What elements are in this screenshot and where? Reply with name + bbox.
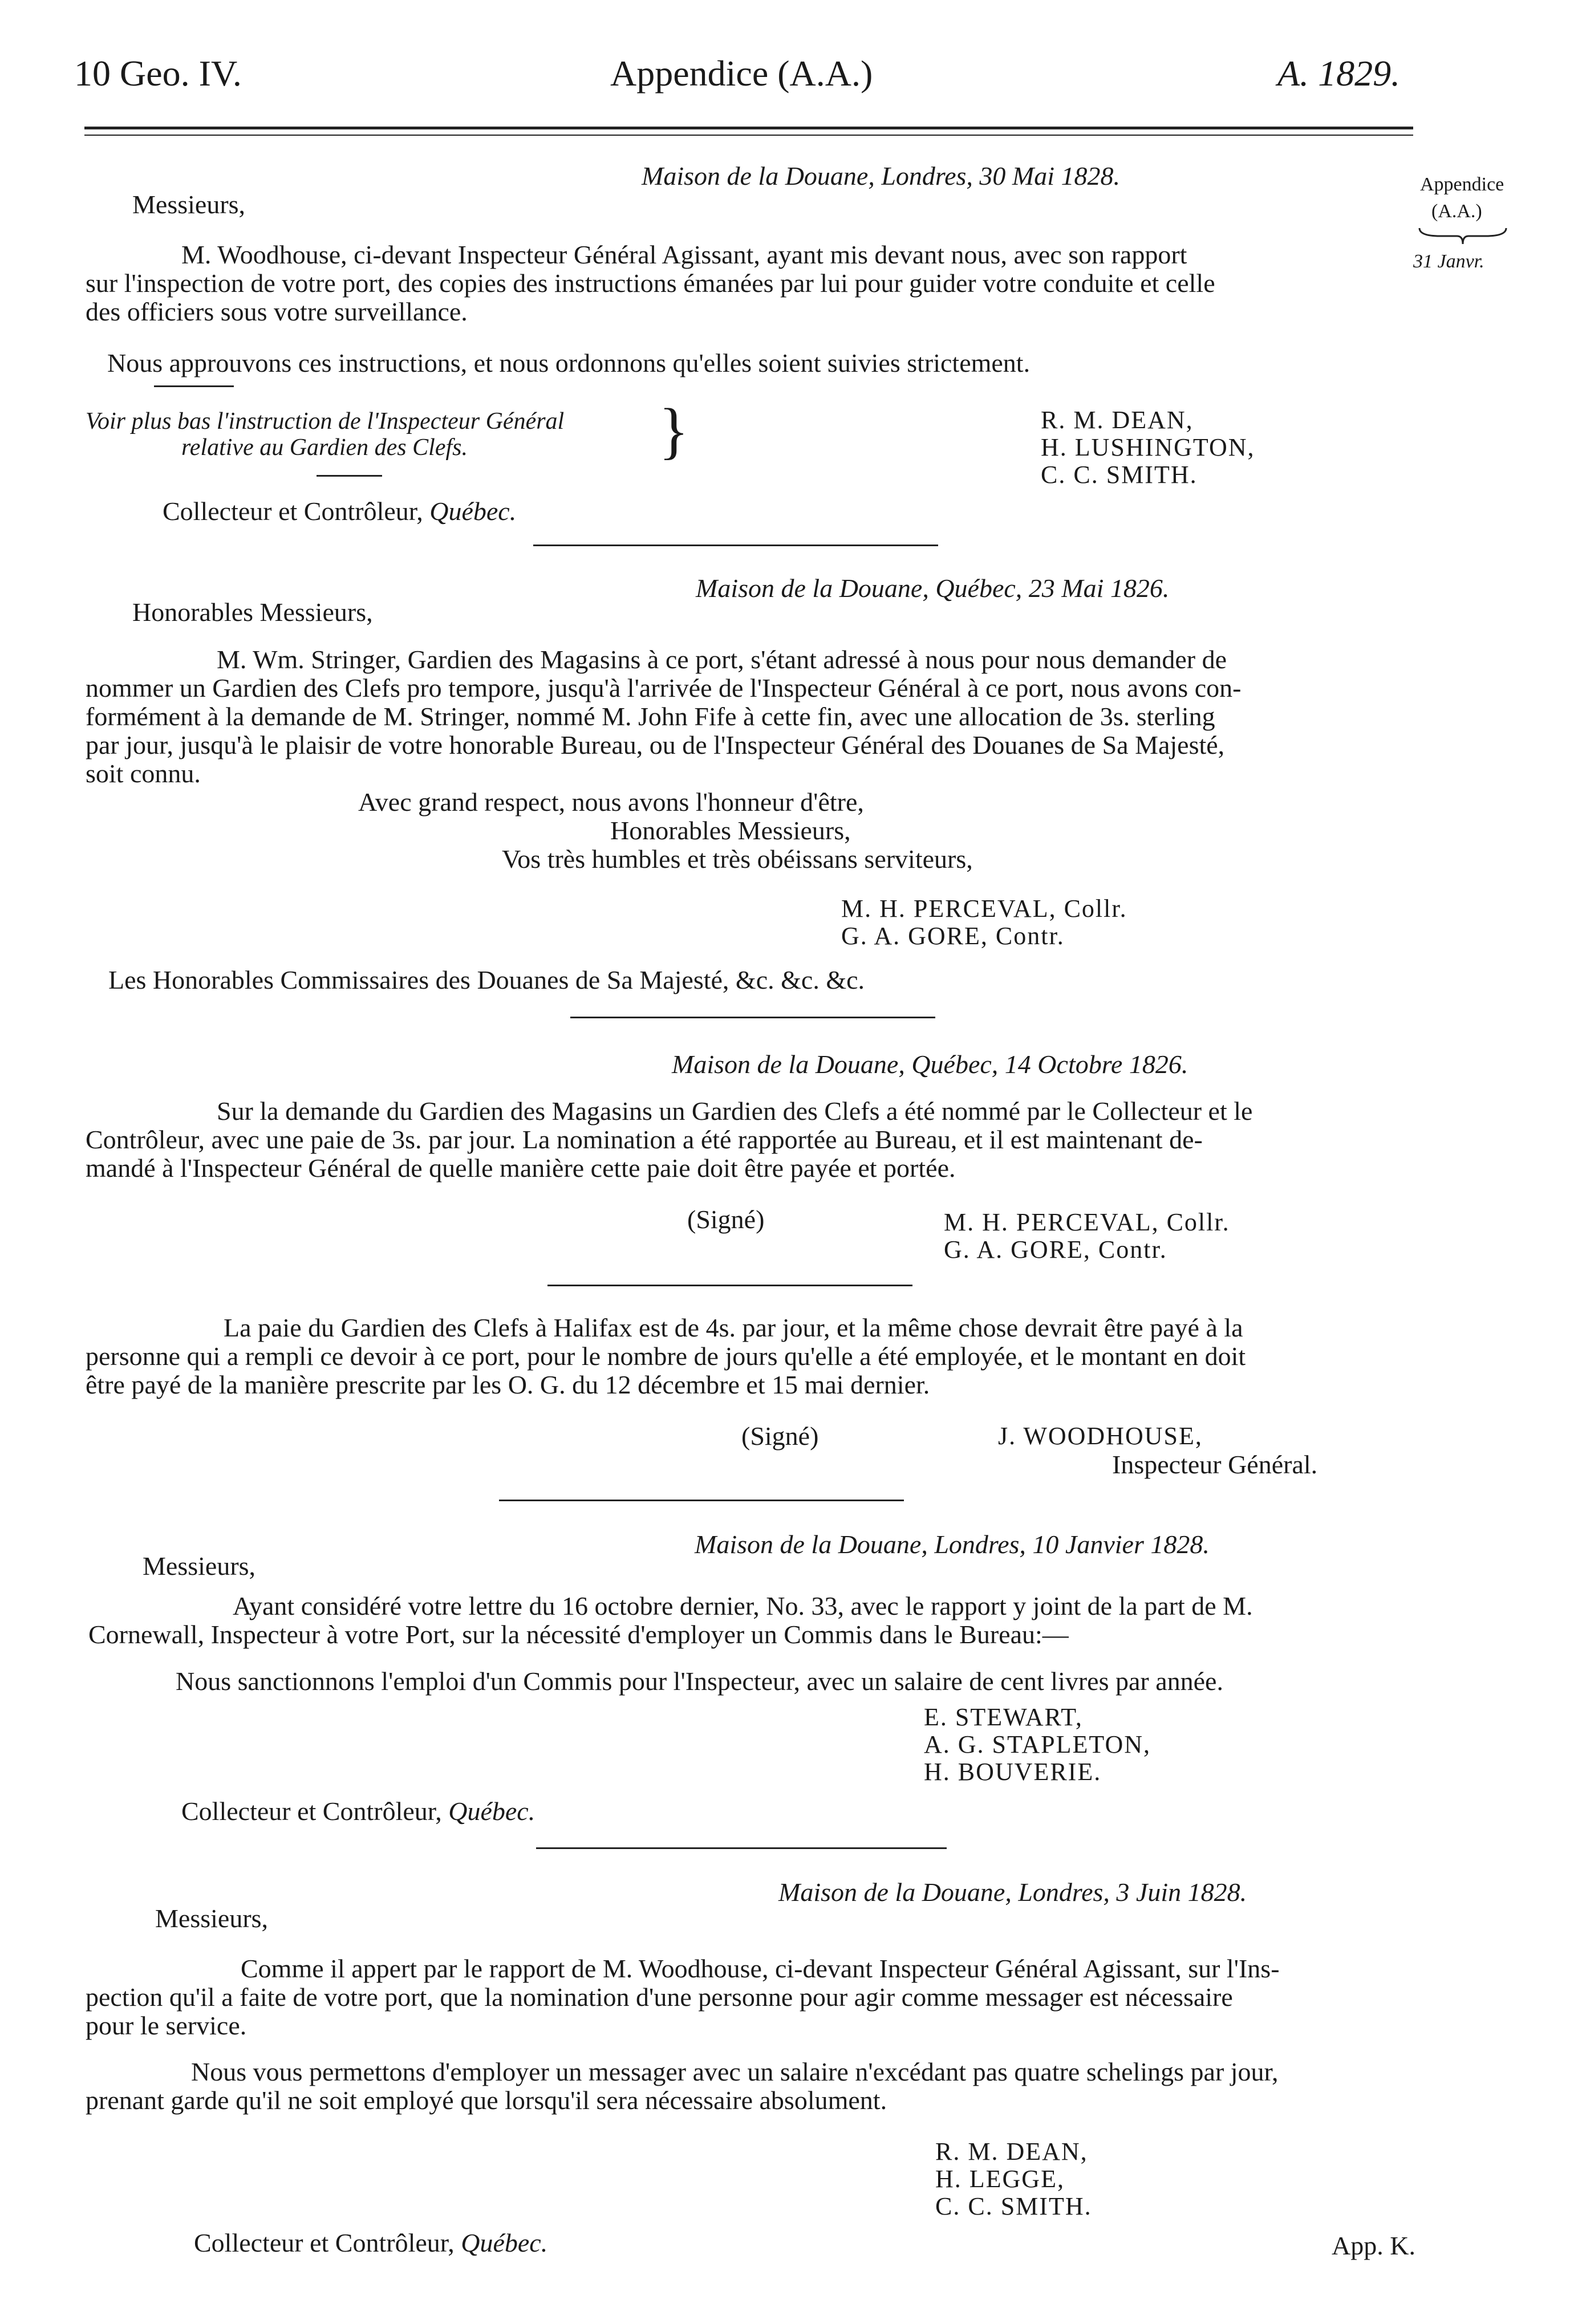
letter5-dateline: Maison de la Douane, Londres, 10 Janvier 1828. bbox=[695, 1530, 1210, 1559]
letter1-p2: Nous approuvons ces instructions, et nous ordonnons qu'elles soient suivies strictement. bbox=[107, 348, 1031, 377]
divider-2 bbox=[570, 1017, 935, 1018]
header-session: 10 Geo. IV. bbox=[74, 53, 242, 94]
letter1-sig-3: C. C. SMITH. bbox=[1041, 461, 1198, 489]
letter1-dateline: Maison de la Douane, Londres, 30 Mai 1828. bbox=[642, 161, 1121, 190]
letter1-sig-2: H. LUSHINGTON, bbox=[1041, 433, 1255, 461]
letter6-salutation: Messieurs, bbox=[155, 1904, 269, 1933]
letter6-dateline: Maison de la Douane, Londres, 3 Juin 1828. bbox=[778, 1878, 1247, 1907]
letter6-line-4: Nous vous permettons d'employer un messager avec un salaire n'excédant pas quatre schelings par jour, bbox=[191, 2057, 1279, 2086]
letter2-addressee: Les Honorables Commissaires des Douanes de Sa Majesté, &c. &c. &c. bbox=[108, 965, 865, 994]
letter6-line-1: Comme il appert par le rapport de M. Woodhouse, ci-devant Inspecteur Général Agissant, sur l'Ins- bbox=[241, 1954, 1280, 1983]
letter5-sig-3: H. BOUVERIE. bbox=[924, 1758, 1102, 1786]
letter4-title: Inspecteur Général. bbox=[1112, 1450, 1318, 1479]
letter5-salutation: Messieurs, bbox=[143, 1551, 256, 1581]
letter1-sig-1: R. M. DEAN, bbox=[1041, 406, 1194, 434]
letter2-sig-1: M. H. PERCEVAL, Collr. bbox=[841, 895, 1127, 923]
letter1-p1-line3: des officiers sous votre surveillance. bbox=[86, 297, 468, 326]
letter3-line-3: mandé à l'Inspecteur Général de quelle manière cette paie doit être payée et portée. bbox=[86, 1153, 956, 1183]
header-year: A. 1829. bbox=[1277, 53, 1401, 94]
letter4-line-2: personne qui a rempli ce devoir à ce port, pour le nombre de jours qu'elle a été employée, et le montant en doit bbox=[86, 1342, 1246, 1371]
letter2-line-2: nommer un Gardien des Clefs pro tempore, jusqu'à l'arrivée de l'Inspecteur Général à ce port, nous avons con- bbox=[86, 673, 1242, 702]
footer-catchword: App. K. bbox=[1332, 2231, 1415, 2260]
divider-4 bbox=[499, 1500, 904, 1501]
letter6-line-2: pection qu'il a faite de votre port, que la nomination d'une personne pour agir comme messager est nécessaire bbox=[86, 1982, 1233, 2012]
letter1-note-brace: } bbox=[659, 396, 689, 465]
letter3-dateline: Maison de la Douane, Québec, 14 Octobre 1826. bbox=[672, 1050, 1188, 1079]
letter1-p1-line1: M. Woodhouse, ci-devant Inspecteur Général Agissant, ayant mis devant nous, avec son rapport bbox=[181, 240, 1187, 269]
letter6-sig-1: R. M. DEAN, bbox=[935, 2138, 1088, 2165]
letter2-line-1: M. Wm. Stringer, Gardien des Magasins à ce port, s'étant adressé à nous pour nous demander de bbox=[217, 645, 1227, 674]
letter6-sig-3: C. C. SMITH. bbox=[935, 2192, 1092, 2220]
letter3-signed: (Signé) bbox=[687, 1205, 765, 1234]
header-title: Appendice (A.A.) bbox=[610, 53, 873, 94]
letter5-addressee: Collecteur et Contrôleur, Québec. bbox=[181, 1797, 536, 1826]
letter3-line-2: Contrôleur, avec une paie de 3s. par jour. La nomination a été rapportée au Bureau, et il est maintenant de- bbox=[86, 1125, 1203, 1154]
header-rule-thin bbox=[84, 135, 1413, 136]
letter1-note-line1: Voir plus bas l'instruction de l'Inspecteur Général bbox=[86, 408, 565, 434]
letter5-sig-1: E. STEWART, bbox=[924, 1703, 1083, 1731]
letter1-note-rule bbox=[154, 385, 234, 387]
letter4-line-3: être payé de la manière prescrite par les O. G. du 12 décembre et 15 mai dernier. bbox=[86, 1370, 930, 1399]
letter2-closing-1: Avec grand respect, nous avons l'honneur d'être, bbox=[358, 787, 864, 816]
letter5-sig-2: A. G. STAPLETON, bbox=[924, 1730, 1151, 1758]
margin-appendice: Appendice bbox=[1420, 174, 1504, 195]
margin-brace-icon bbox=[1417, 226, 1508, 246]
letter6-line-3: pour le service. bbox=[86, 2011, 247, 2040]
letter2-dateline: Maison de la Douane, Québec, 23 Mai 1826. bbox=[696, 574, 1170, 603]
letter3-sig-2: G. A. GORE, Contr. bbox=[944, 1236, 1167, 1263]
letter6-line-5: prenant garde qu'il ne soit employé que lorsqu'il sera nécessaire absolument. bbox=[86, 2086, 887, 2115]
letter4-sig: J. WOODHOUSE, bbox=[998, 1422, 1203, 1450]
letter4-line-1: La paie du Gardien des Clefs à Halifax est de 4s. par jour, et la même chose devrait être payé à la bbox=[224, 1313, 1243, 1342]
divider-3 bbox=[547, 1285, 912, 1286]
letter2-closing-2: Honorables Messieurs, bbox=[610, 816, 851, 845]
letter1-addressee: Collecteur et Contrôleur, Québec. bbox=[163, 497, 517, 526]
letter5-line-2: Cornewall, Inspecteur à votre Port, sur la nécessité d'employer un Commis dans le Bureau:— bbox=[88, 1620, 1069, 1649]
header-rule-thick bbox=[84, 127, 1413, 129]
letter1-salutation: Messieurs, bbox=[132, 190, 246, 219]
letter2-salutation: Honorables Messieurs, bbox=[132, 598, 373, 627]
letter1-addressee-rule bbox=[317, 475, 382, 477]
letter5-line-1: Ayant considéré votre lettre du 16 octobre dernier, No. 33, avec le rapport y joint de la part de M. bbox=[233, 1591, 1253, 1620]
letter1-note-line2: relative au Gardien des Clefs. bbox=[181, 434, 468, 461]
margin-date: 31 Janvr. bbox=[1413, 251, 1484, 272]
letter6-sig-2: H. LEGGE, bbox=[935, 2165, 1065, 2193]
letter4-signed: (Signé) bbox=[741, 1421, 819, 1451]
letter2-line-4: par jour, jusqu'à le plaisir de votre honorable Bureau, ou de l'Inspecteur Général des Douanes de Sa Majesté, bbox=[86, 730, 1225, 759]
letter3-sig-1: M. H. PERCEVAL, Collr. bbox=[944, 1208, 1230, 1236]
letter1-p1-line2: sur l'inspection de votre port, des copies des instructions émanées par lui pour guider votre conduite et celle bbox=[86, 269, 1215, 298]
letter6-addressee: Collecteur et Contrôleur, Québec. bbox=[194, 2228, 548, 2257]
letter2-closing-3: Vos très humbles et très obéissans serviteurs, bbox=[502, 844, 973, 873]
divider-5 bbox=[536, 1847, 947, 1849]
letter2-sig-2: G. A. GORE, Contr. bbox=[841, 922, 1065, 950]
letter3-line-1: Sur la demande du Gardien des Magasins un Gardien des Clefs a été nommé par le Collecteur et le bbox=[217, 1096, 1253, 1126]
letter2-line-3: formément à la demande de M. Stringer, nommé M. John Fife à cette fin, avec une allocation de 3s. sterling bbox=[86, 702, 1215, 731]
divider-1 bbox=[533, 545, 938, 546]
margin-aa: (A.A.) bbox=[1431, 201, 1482, 222]
letter5-line-3: Nous sanctionnons l'emploi d'un Commis pour l'Inspecteur, avec un salaire de cent livres par année. bbox=[176, 1667, 1223, 1696]
letter2-line-5: soit connu. bbox=[86, 759, 201, 788]
